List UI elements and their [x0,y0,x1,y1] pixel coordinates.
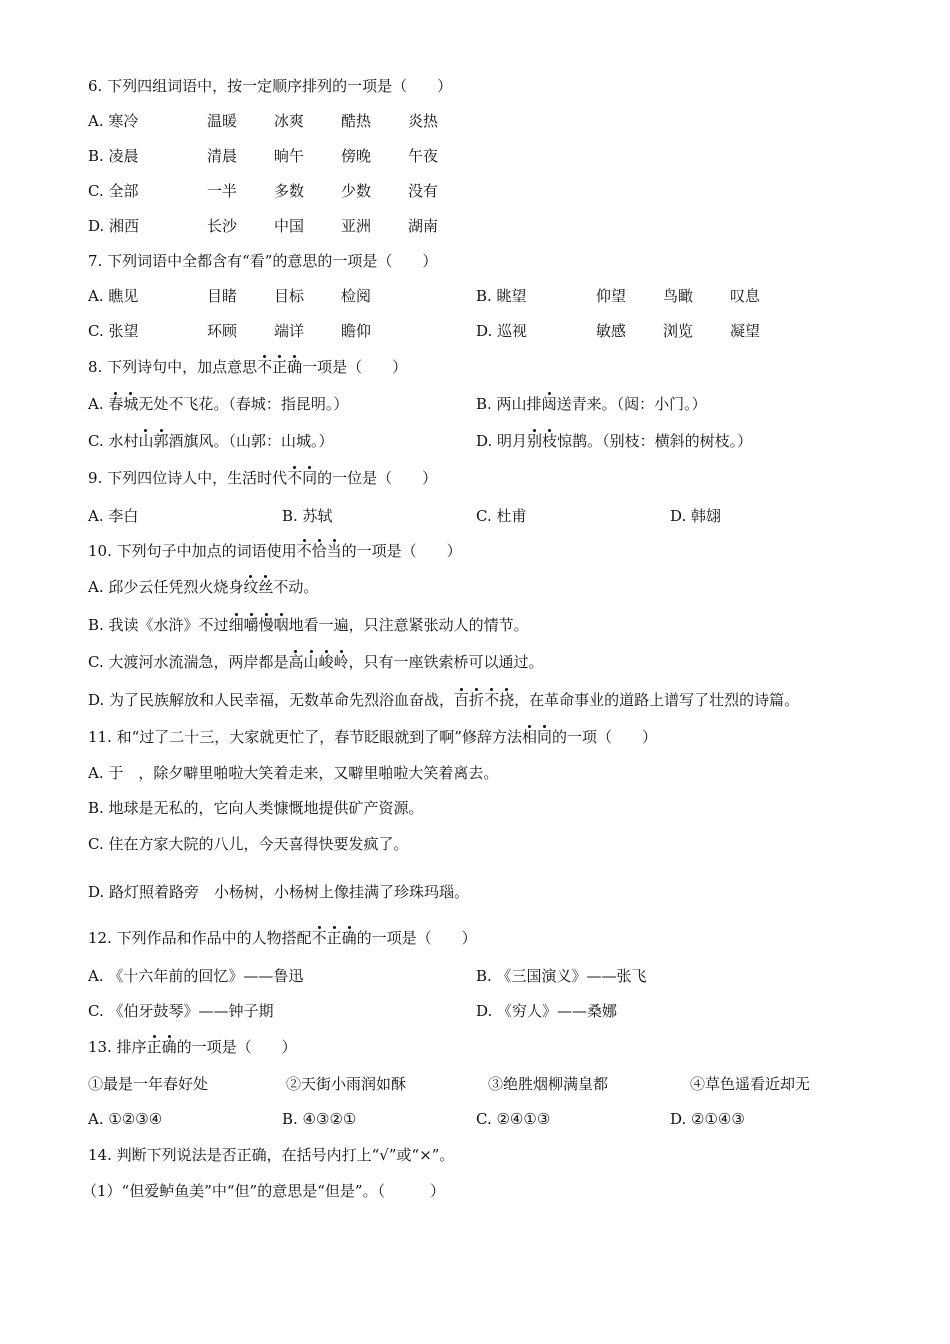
text-segment: 叹息 [730,287,761,305]
text-segment: 环顾 [207,322,238,340]
text-segment: 敏感 [596,322,627,340]
text-segment: D. 湘西 [88,217,140,235]
text-cell [341,180,371,202]
text-cell [88,467,437,489]
text-segment: 的一项是（ ） [356,929,477,947]
text-segment: 湖南 [408,217,439,235]
text-segment: 少数 [341,182,372,200]
text-segment: A. 邱少云任凭烈火烧身 [88,578,244,596]
text-cell [408,215,438,237]
text-line [0,250,950,272]
text-line [0,651,950,673]
text-segment: 的一位是（ ） [317,469,438,487]
text-line [0,1073,950,1095]
text-cell [663,285,693,307]
text-segment: B. 《三国演义》——张飞 [476,967,647,985]
text-segment: 多数 [274,182,305,200]
text-cell [730,285,760,307]
emphasized-text: 闼 [541,395,557,413]
text-segment: D. 明月 [476,432,528,450]
emphasized-text: 高山峻岭 [288,653,349,671]
text-cell [88,1000,273,1022]
text-line [0,797,950,819]
emphasized-text: 不正确 [311,929,357,947]
text-segment: C. 大渡河水流湍急，两岸都是 [88,653,289,671]
text-segment: B. 我读《水浒》不过 [88,616,229,634]
text-segment: （1）“但爱鲈鱼美”中“但”的意思是“但是”。（ ） [82,1182,446,1200]
text-segment: 8. 下列诗句中，加点意思 [88,358,258,376]
text-line [0,285,950,307]
emphasized-text: 百折不挠 [454,691,515,709]
text-segment: 的一项是（ ） [341,542,462,560]
text-cell [88,75,452,97]
text-cell [341,285,371,307]
text-segment: 亚洲 [341,217,372,235]
text-segment: 11. 和“过了二十三，大家就更忙了，春节眨眼就到了啊”修辞方法 [88,728,522,746]
text-segment: D. ②①④③ [670,1110,745,1128]
emphasized-text: 纹丝 [243,578,274,596]
text-segment: 目睹 [207,287,238,305]
text-segment: 冰爽 [274,112,305,130]
text-segment: 没有 [408,182,439,200]
text-cell [88,965,303,987]
text-line [0,75,950,97]
text-segment: 12. 下列作品和作品中的人物搭配 [88,929,312,947]
text-line [0,833,950,855]
text-cell [488,1073,608,1095]
text-line [0,1180,950,1202]
emphasized-text: 春城 [108,395,139,413]
text-cell [88,927,477,949]
text-segment: 瞻仰 [341,322,372,340]
text-cell [408,145,438,167]
text-segment: 一半 [207,182,238,200]
text-segment: 炎热 [408,112,439,130]
text-segment: A. [88,395,109,413]
text-line [0,467,950,489]
text-line [0,393,950,415]
text-segment: B. 两山排 [476,395,542,413]
text-segment: 酒旗风。（山郭：山城。） [168,432,334,450]
text-cell [88,110,138,132]
text-cell [282,1108,356,1130]
text-segment: C. 《伯牙鼓琴》——钟子期 [88,1002,274,1020]
text-segment: 6. 下列四组词语中，按一定顺序排列的一项是（ ） [88,77,453,95]
text-line [0,1108,950,1130]
text-segment: 午夜 [408,147,439,165]
text-cell [88,762,498,784]
text-cell [341,215,371,237]
text-line [0,430,950,452]
emphasized-text: 不同 [287,469,318,487]
text-cell [88,1036,297,1058]
text-cell [207,180,237,202]
text-cell [596,285,626,307]
text-segment: B. 凌晨 [88,147,139,165]
text-line [0,1000,950,1022]
text-cell [286,1073,406,1095]
text-cell [663,320,693,342]
text-segment: C. 张望 [88,322,139,340]
text-cell [476,965,647,987]
text-cell [274,145,304,167]
text-line [0,881,950,903]
text-cell [670,505,721,527]
text-line [0,689,950,711]
emphasized-text: 细嚼慢咽 [228,616,289,634]
text-segment: ④草色遥看近却无 [690,1075,811,1093]
text-cell [88,430,334,452]
text-cell [476,430,752,452]
text-segment: D. 路灯照着路旁 小杨树，小杨树上像挂满了珍珠玛瑙。 [88,883,470,901]
text-segment: C. 全部 [88,182,139,200]
text-segment: 清晨 [207,147,238,165]
text-cell [88,285,138,307]
text-line [0,927,950,949]
text-cell [88,1108,162,1130]
text-cell [207,145,237,167]
text-segment: 浏览 [663,322,694,340]
text-cell [207,320,237,342]
text-segment: 凝望 [730,322,761,340]
text-cell [274,110,304,132]
text-segment: 14. 判断下列说法是否正确，在括号内打上“√”或“×”。 [88,1146,455,1164]
text-segment: 一项是（ ） [302,358,408,376]
text-cell [670,1108,745,1130]
emphasized-text: 相同 [521,728,552,746]
text-segment: 中国 [274,217,305,235]
text-segment: ，只有一座铁索桥可以通过。 [348,653,544,671]
text-segment: 端详 [274,322,305,340]
text-cell [88,833,408,855]
text-segment: 不动。 [273,578,319,596]
text-cell [341,145,371,167]
text-cell [88,797,424,819]
text-segment: D. 韩翃 [670,507,722,525]
emphasized-text: 正确 [146,1038,177,1056]
text-segment: C. 住在方家大院的八儿，今天喜得快要发疯了。 [88,835,409,853]
text-cell [88,689,799,711]
emphasized-text: 山郭 [138,432,169,450]
text-segment: B. 地球是无私的，它向人类慷慨地提供矿产资源。 [88,799,424,817]
text-cell [88,320,138,342]
text-line [0,965,950,987]
text-segment: B. 眺望 [476,287,527,305]
text-cell [274,215,304,237]
text-segment: 无处不飞花。（春城：指昆明。） [138,395,349,413]
text-cell [476,1108,550,1130]
text-segment: D. 《穷人》——桑娜 [476,1002,618,1020]
text-cell [690,1073,810,1095]
text-cell [88,651,544,673]
text-line [0,145,950,167]
text-cell [88,540,462,562]
emphasized-text: 不恰当 [296,542,342,560]
text-line [0,540,950,562]
text-cell [88,393,348,415]
text-line [0,180,950,202]
text-cell [88,250,437,272]
text-cell [341,320,371,342]
text-segment: 仰望 [596,287,627,305]
text-cell [207,215,237,237]
text-cell [341,110,371,132]
text-cell [88,180,138,202]
text-segment: D. 为了民族解放和人民幸福，无数革命先烈浴血奋战， [88,691,455,709]
text-segment: A. 《十六年前的回忆》——鲁迅 [88,967,304,985]
text-segment: 的一项是（ ） [176,1038,297,1056]
text-cell [88,505,138,527]
text-segment: 温暖 [207,112,238,130]
text-segment: 送青来。（闼：小门。） [556,395,707,413]
text-cell [88,726,657,748]
text-segment: ③绝胜烟柳满皇都 [488,1075,609,1093]
text-cell [476,393,707,415]
text-segment: ，在革命事业的道路上谱写了壮烈的诗篇。 [514,691,800,709]
text-line [0,614,950,636]
text-cell [476,1000,617,1022]
text-cell [88,1144,454,1166]
text-cell [408,110,438,132]
emphasized-text: 别枝 [527,432,558,450]
text-cell [274,320,304,342]
text-line [0,505,950,527]
text-segment: 酷热 [341,112,372,130]
text-line [0,215,950,237]
text-segment: 9. 下列四位诗人中，生活时代 [88,469,288,487]
text-cell [88,215,139,237]
text-cell [88,614,529,636]
text-segment: 鸟瞰 [663,287,694,305]
text-segment: A. 瞧见 [88,287,139,305]
text-cell [274,180,304,202]
text-segment: 的一项（ ） [552,728,658,746]
text-segment: 傍晚 [341,147,372,165]
text-segment: C. ②④①③ [476,1110,551,1128]
text-cell [282,505,333,527]
text-cell [476,505,526,527]
text-cell [82,1180,445,1202]
text-segment: 检阅 [341,287,372,305]
text-line [0,726,950,748]
text-line [0,320,950,342]
text-segment: 晌午 [274,147,305,165]
text-segment: 7. 下列词语中全都含有“看”的意思的一项是（ ） [88,252,438,270]
text-line [0,762,950,784]
text-line [0,356,950,378]
text-segment: 惊鹊。（别枝：横斜的树枝。） [557,432,753,450]
text-segment: ②天街小雨润如酥 [286,1075,407,1093]
text-line [0,1144,950,1166]
text-segment: 长沙 [207,217,238,235]
text-line [0,1036,950,1058]
emphasized-text: 不正确 [257,358,303,376]
text-segment: 10. 下列句子中加点的词语使用 [88,542,297,560]
text-segment: ①最是一年春好处 [88,1075,209,1093]
text-cell [730,320,760,342]
text-cell [274,285,304,307]
text-cell [88,576,318,598]
text-segment: A. 寒冷 [88,112,139,130]
text-cell [476,285,527,307]
text-cell [207,110,237,132]
text-segment: 目标 [274,287,305,305]
text-segment: B. ④③②① [282,1110,357,1128]
text-segment: C. 杜甫 [476,507,527,525]
text-cell [207,285,237,307]
text-segment: C. 水村 [88,432,139,450]
text-cell [88,1073,208,1095]
text-segment: A. 李白 [88,507,139,525]
text-cell [596,320,626,342]
text-cell [88,881,469,903]
text-segment: D. 巡视 [476,322,528,340]
text-cell [408,180,438,202]
text-line [0,576,950,598]
text-segment: A. ①②③④ [88,1110,163,1128]
text-cell [88,145,139,167]
text-cell [476,320,527,342]
text-line [0,110,950,132]
text-cell [88,356,407,378]
text-segment: B. 苏轼 [282,507,333,525]
text-segment: 地看一遍，只注意紧张动人的情节。 [288,616,529,634]
text-segment: A. 于 ，除夕噼里啪啦大笑着走来，又噼里啪啦大笑着离去。 [88,764,499,782]
text-segment: 13. 排序 [88,1038,147,1056]
